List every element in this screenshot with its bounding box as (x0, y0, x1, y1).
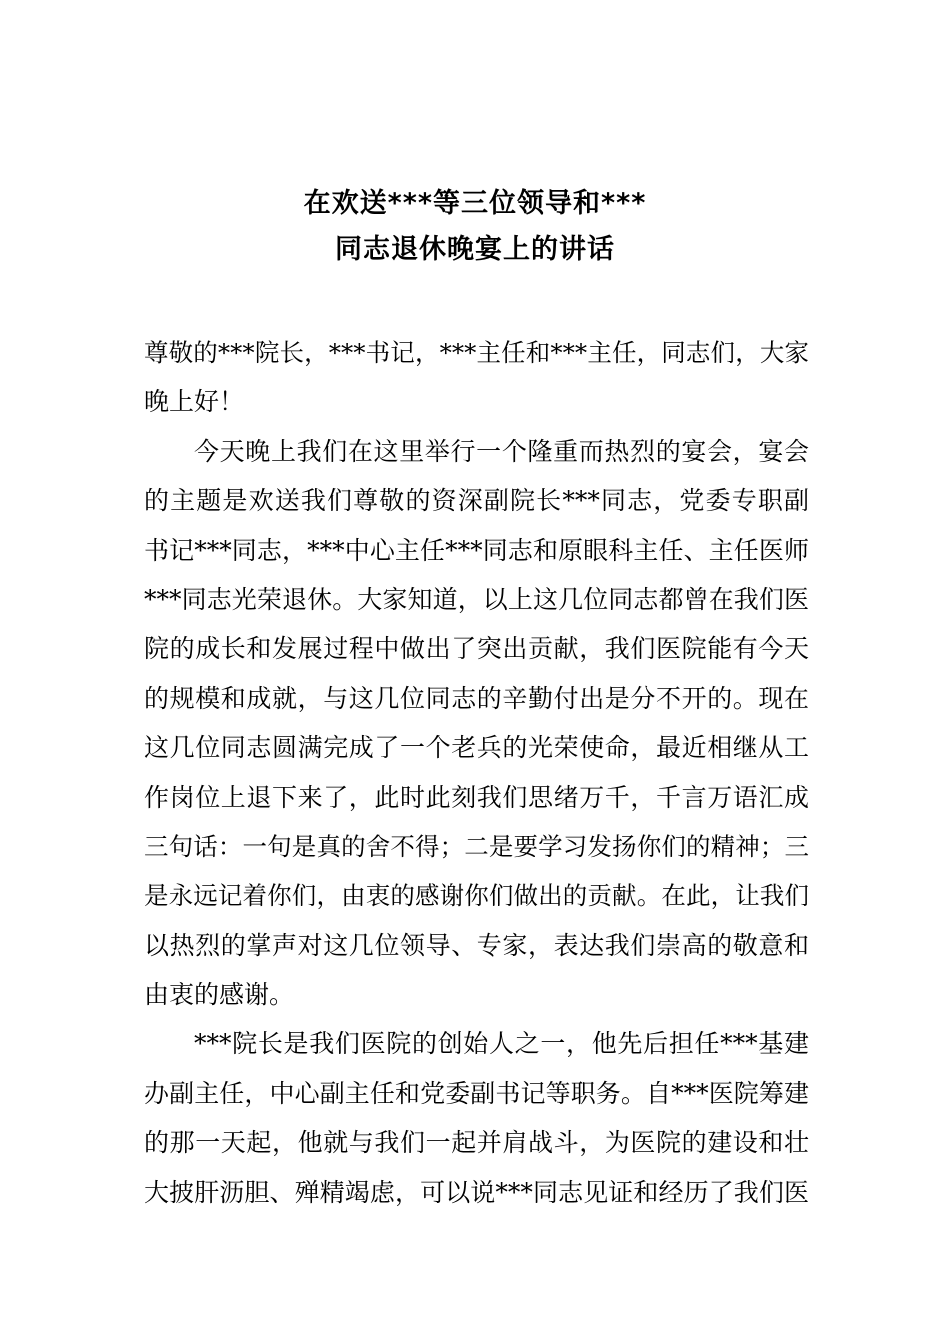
paragraph-1-line-7: 这几位同志圆满完成了一个老兵的光荣使命，最近相继从工 (144, 733, 809, 763)
document-title-line-2: 同志退休晚宴上的讲话 (335, 234, 615, 265)
speech-body (144, 328, 809, 1217)
paragraph-1-line-1: 今天晚上我们在这里举行一个隆重而热烈的宴会，宴会 (194, 436, 809, 466)
paragraph-1-line-6: 的规模和成就，与这几位同志的辛勤付出是分不开的。现在 (144, 683, 809, 713)
paragraph-1-line-11: 以热烈的掌声对这几位领导、专家，表达我们崇高的敬意和 (144, 930, 809, 960)
paragraph-2-line-1: ***院长是我们医院的创始人之一，他先后担任***基建 (194, 1029, 809, 1059)
paragraph-2-line-4: 大披肝沥胆、殚精竭虑，可以说***同志见证和经历了我们医 (144, 1177, 809, 1207)
paragraph-1-line-4: ***同志光荣退休。大家知道，以上这几位同志都曾在我们医 (144, 584, 809, 614)
paragraph-1-line-8: 作岗位上退下来了，此时此刻我们思绪万千，千言万语汇成 (144, 782, 809, 812)
salutation-line-2: 晚上好！ (144, 387, 245, 417)
salutation-line-1: 尊敬的***院长，***书记，***主任和***主任，同志们，大家 (144, 338, 809, 367)
paragraph-1-line-5: 院的成长和发展过程中做出了突出贡献，我们医院能有今天 (144, 634, 809, 664)
paragraph-2-line-3: 的那一天起，他就与我们一起并肩战斗，为医院的建设和壮 (144, 1128, 809, 1158)
paragraph-1-line-12: 由衷的感谢。 (144, 980, 295, 1010)
paragraph-1-line-10: 是永远记着你们，由衷的感谢你们做出的贡献。在此，让我们 (144, 881, 809, 911)
paragraph-1-line-2: 的主题是欢送我们尊敬的资深副院长***同志，党委专职副 (144, 486, 809, 516)
paragraph-1-line-9: 三句话：一句是真的舍不得；二是要学习发扬你们的精神；三 (144, 831, 809, 861)
paragraph-1-line-3: 书记***同志，***中心主任***同志和原眼科主任、主任医师 (144, 535, 809, 565)
paragraph-2-line-2: 办副主任，中心副主任和党委副书记等职务。自***医院筹建 (144, 1078, 809, 1108)
document-title-line-1: 在欢送***等三位领导和*** (303, 188, 647, 219)
